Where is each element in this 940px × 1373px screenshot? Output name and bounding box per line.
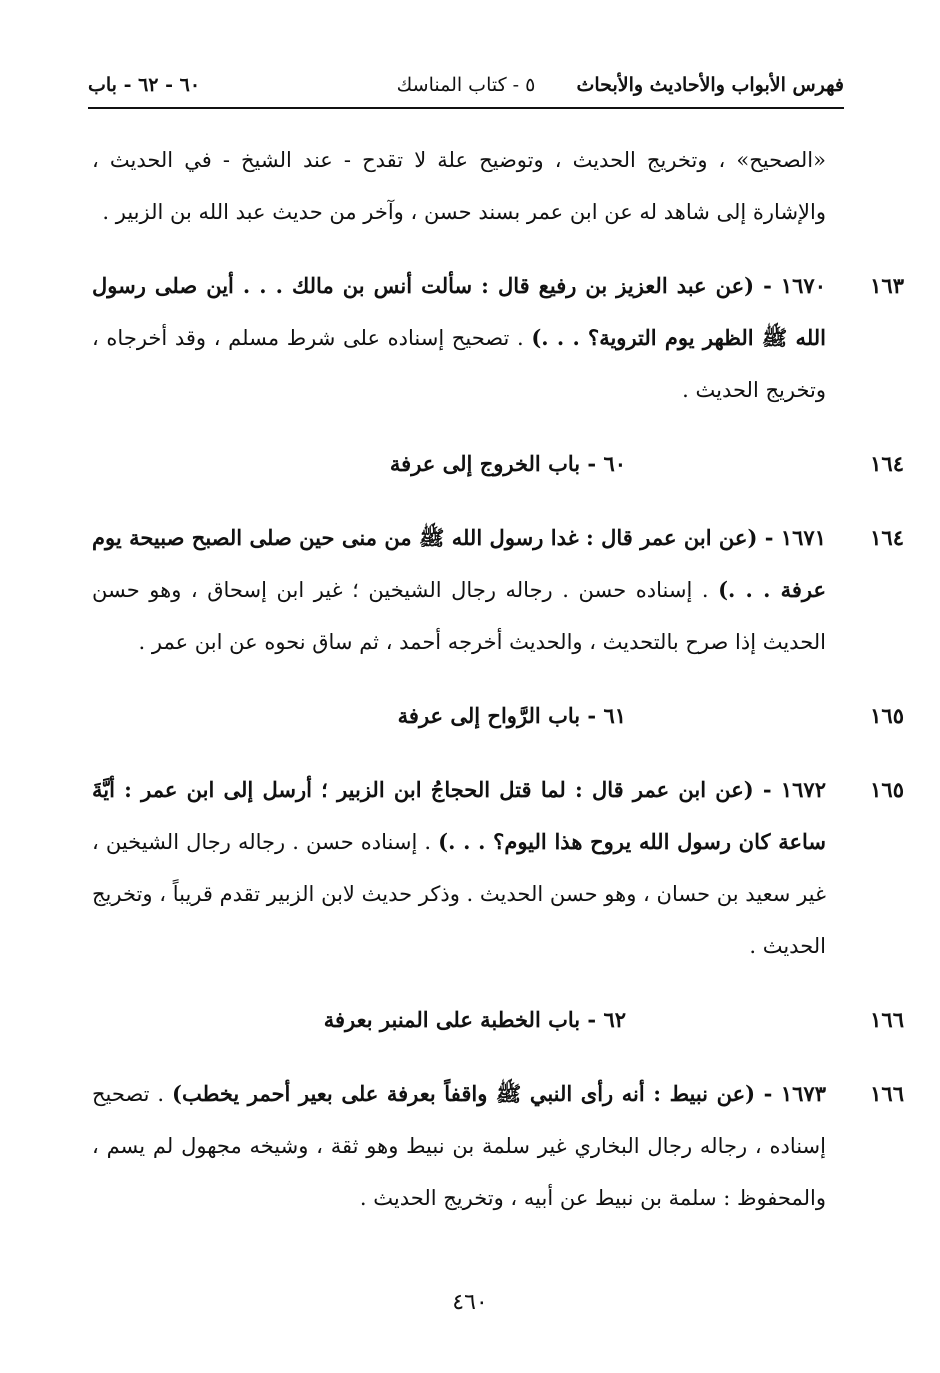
chapter-title: ٦١ - باب الرَّواح إلى عرفة — [397, 703, 626, 728]
entry-hadith-heading: ١٦٧١ - (عن ابن عمر قال : غدا رسول الله ﷺ من منى حين صلى الصبح صبيحة يوم عرفة . . .) — [92, 525, 826, 602]
chapter-page-number: ١٦٤ — [870, 451, 904, 476]
chapter-page-number: ١٦٥ — [870, 703, 904, 728]
running-header — [88, 74, 844, 104]
entry-page-number: ١٦٥ — [870, 777, 904, 802]
entry-commentary: . إسناده حسن . رجاله رجال الشيخين ، غير سعيد بن حسان ، وهو حسن الحديث . وذكر حديث لابن الزبير تقدم قريباً ، وتخريج الحديث . — [92, 830, 826, 958]
header-book-title: ٥ - كتاب المناسك — [396, 74, 536, 96]
chapter-heading — [92, 690, 904, 742]
hadith-entry — [92, 260, 904, 416]
chapter-title: ٦٢ - باب الخطبة على المنبر بعرفة — [323, 1007, 626, 1032]
header-rule — [88, 107, 844, 109]
entry-commentary: . إسناده حسن . رجاله رجال الشيخين ؛ غير ابن إسحاق ، وهو حسن الحديث إذا صرح بالتحديث ، والحديث أخرجه أحمد ، ثم ساق نحوه عن ابن عمر . — [92, 578, 826, 654]
chapter-page-number: ١٦٦ — [870, 1007, 904, 1032]
chapter-heading — [92, 438, 904, 490]
entry-commentary: . تصحيح إسناده ، رجاله رجال البخاري غير سلمة بن نبيط وهو ثقة ، وشيخه مجهول لم يسم ، والمحفوظ : سلمة بن نبيط عن أبيه ، وتخريج الحديث . — [92, 1082, 826, 1210]
entry-hadith-heading: ١٦٧٠ - (عن عبد العزيز بن رفيع قال : سألت أنس بن مالك . . . أين صلى رسول الله ﷺ الظهر يوم التروية؟ . . .) — [92, 273, 827, 350]
entry-text — [92, 1068, 826, 1224]
entry-page-number: ١٦٣ — [870, 273, 904, 298]
entry-page-number: ١٦٦ — [870, 1081, 904, 1106]
intro-paragraph: «الصحيح» ، وتخريج الحديث ، وتوضيح علة لا تقدح - عند الشيخ - في الحديث ، والإشارة إلى شاهد له عن ابن عمر بسند حسن ، وآخر من حديث عبد الله بن الزبير . — [92, 148, 826, 224]
header-chapter-range: ٦٠ - ٦٢ - باب — [88, 74, 201, 96]
entry-hadith-heading: ١٦٧٣ - (عن نبيط : أنه رأى النبي ﷺ واقفاً بعرفة على بعير أحمر يخطب) — [172, 1081, 826, 1106]
entry-hadith-heading: ١٦٧٢ - (عن ابن عمر قال : لما قتل الحجاجُ ابن الزبير ؛ أرسل إلى ابن عمر : أيَّةَ ساعة كان رسول الله يروح هذا اليوم؟ . . .) — [92, 777, 827, 854]
page-number: ٤٦٠ — [452, 1290, 488, 1315]
entry-page-number: ١٦٤ — [870, 525, 904, 550]
entry-text — [92, 260, 826, 416]
hadith-entry — [92, 764, 904, 972]
entry-text — [92, 764, 826, 972]
entry-text — [92, 512, 826, 668]
chapter-title: ٦٠ - باب الخروج إلى عرفة — [389, 451, 626, 476]
header-index-title: فهرس الأبواب والأحاديث والأبحاث — [576, 74, 844, 96]
entry-commentary: . تصحيح إسناده على شرط مسلم ، وقد أخرجاه ، وتخريج الحديث . — [92, 326, 826, 402]
page-content — [92, 134, 904, 1224]
hadith-entry — [92, 1068, 904, 1224]
hadith-entry — [92, 512, 904, 668]
chapter-heading — [92, 994, 904, 1046]
